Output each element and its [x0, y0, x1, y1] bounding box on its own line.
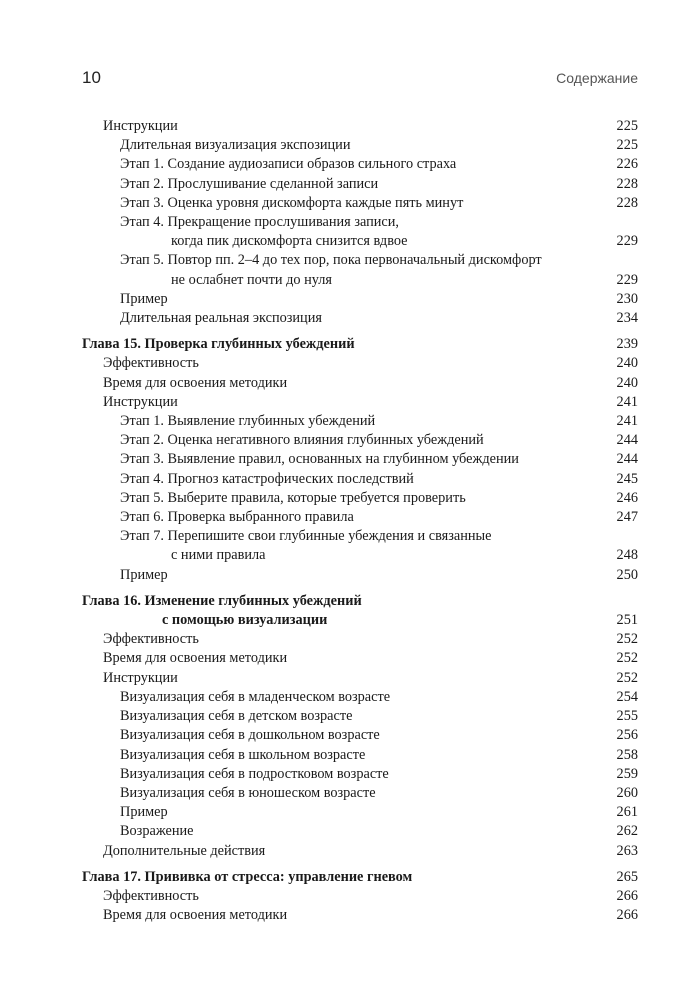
toc-entry [82, 707, 638, 726]
toc-chapter-entry [82, 868, 638, 887]
toc-entry-title [82, 354, 598, 373]
toc-entry-line: Этап 5. Повтор пп. 2–4 до тех пор, пока первоначальный дискомфорт [120, 252, 542, 269]
toc-page-number: 261 [616, 804, 638, 821]
toc-entry-title [82, 309, 598, 328]
toc-entry [82, 688, 638, 707]
toc-entry-line: Этап 6. Проверка выбранного правила [120, 509, 354, 526]
toc-entry [82, 155, 638, 174]
toc-page-number: 239 [616, 336, 638, 353]
toc-page-number: 225 [616, 118, 638, 134]
toc-entry-line: Этап 2. Оценка негативного влияния глубинных убеждений [120, 432, 484, 449]
toc-entry-line: Этап 2. Прослушивание сделанной записи [120, 175, 379, 192]
toc-entry [82, 630, 638, 649]
toc-page-number: 250 [616, 566, 638, 583]
toc-entry-title [82, 630, 598, 649]
toc-entry [82, 374, 638, 393]
toc-page-number: 241 [616, 393, 638, 410]
toc-entry [82, 412, 638, 431]
toc-page-number: 263 [616, 842, 638, 859]
toc-entry-line: Визуализация себя в подростковом возрасте [120, 765, 389, 782]
toc-page-number: 251 [616, 612, 638, 629]
toc-page-number: 225 [616, 137, 638, 154]
toc-entry [82, 508, 638, 527]
toc-entry-title [82, 489, 598, 508]
toc-entry [82, 803, 638, 822]
toc-entry-title [82, 726, 598, 745]
toc-entry [82, 251, 638, 289]
toc-entry-title [82, 374, 598, 393]
toc-entry-line: Глава 15. Проверка глубинных убеждений [82, 336, 355, 353]
toc-entry-title [82, 175, 598, 194]
toc-entry [82, 470, 638, 489]
toc-entry-title [82, 335, 598, 354]
toc-entry-title [82, 566, 598, 585]
toc-entry [82, 354, 638, 373]
toc-entry-line: Визуализация себя в юношеском возрасте [120, 784, 376, 801]
toc-page-number: 262 [616, 823, 638, 840]
toc-entry-line: Эффективность [103, 355, 199, 372]
page-header [82, 68, 638, 88]
toc-entry [82, 784, 638, 803]
toc-page-number: 228 [616, 175, 638, 192]
toc-page-number: 229 [616, 271, 638, 288]
page-number: 10 [82, 68, 101, 87]
toc-entry-line: Длительная визуализация экспозиции [120, 137, 351, 154]
toc-entry-line: с помощью визуализации [162, 612, 328, 629]
toc-entry-title [82, 765, 598, 784]
toc-page-number: 230 [616, 290, 638, 307]
toc-page-number: 252 [616, 650, 638, 667]
toc-entry [82, 136, 638, 155]
toc-page-number: 252 [616, 669, 638, 686]
toc-entry-title [82, 592, 598, 630]
toc-entry [82, 194, 638, 213]
toc-entry-title [82, 649, 598, 668]
toc-entry [82, 117, 638, 136]
toc-entry [82, 842, 638, 861]
toc-page-number: 259 [616, 765, 638, 782]
toc-page-number: 246 [616, 489, 638, 506]
toc-entry-line: Пример [120, 290, 168, 307]
toc-entry-line: Этап 3. Оценка уровня дискомфорта каждые пять минут [120, 194, 464, 211]
toc-entry-line: Время для освоения методики [103, 650, 288, 667]
toc-entry-line: когда пик дискомфорта снизится вдвое [171, 233, 408, 250]
toc-page-number: 240 [616, 374, 638, 391]
toc-entry-title [82, 868, 598, 887]
toc-entry-line: Этап 1. Создание аудиозаписи образов сильного страха [120, 156, 457, 173]
toc-entry-line: Время для освоения методики [103, 374, 288, 391]
toc-page-number: 241 [616, 413, 638, 430]
toc-entry-line: Этап 7. Перепишите свои глубинные убеждения и связанные [120, 528, 492, 545]
toc-page-number: 260 [616, 784, 638, 801]
toc-entry [82, 726, 638, 745]
toc-entry-line: Инструкции [103, 669, 178, 686]
toc-page-number: 245 [616, 470, 638, 487]
toc-entry-line: Возражение [120, 823, 194, 840]
toc-entry-title [82, 688, 598, 707]
toc-entry-title [82, 527, 598, 565]
toc-entry-line: Визуализация себя в детском возрасте [120, 708, 353, 725]
toc-chapter-entry [82, 335, 638, 354]
toc-entry-title [82, 887, 598, 906]
toc-entry-title [82, 450, 598, 469]
toc-entry [82, 309, 638, 328]
toc-entry-title [82, 842, 598, 861]
toc-entry-title [82, 431, 598, 450]
table-of-contents [82, 117, 638, 925]
toc-page-number: 244 [616, 432, 638, 449]
toc-entry-title [82, 213, 598, 251]
toc-entry-title [82, 251, 598, 289]
toc-entry-title [82, 669, 598, 688]
toc-entry [82, 431, 638, 450]
toc-page-number: 248 [616, 547, 638, 564]
toc-page-number: 240 [616, 355, 638, 372]
toc-entry-title [82, 746, 598, 765]
toc-entry-title [82, 393, 598, 412]
toc-entry-line: Визуализация себя в дошкольном возрасте [120, 727, 380, 744]
toc-page-number: 256 [616, 727, 638, 744]
toc-entry-line: Дополнительные действия [103, 842, 266, 859]
running-head: Содержание [556, 70, 638, 86]
toc-entry-line: Визуализация себя в школьном возрасте [120, 746, 366, 763]
toc-entry [82, 822, 638, 841]
toc-entry-title [82, 906, 598, 925]
toc-entry-title [82, 412, 598, 431]
toc-entry-line: Глава 16. Изменение глубинных убеждений [82, 592, 362, 609]
toc-entry [82, 393, 638, 412]
toc-entry-line: Этап 4. Прекращение прослушивания записи, [120, 214, 400, 231]
toc-entry-line: Время для освоения методики [103, 907, 288, 924]
toc-entry [82, 906, 638, 925]
toc-entry-title [82, 470, 598, 489]
toc-page-number: 247 [616, 509, 638, 526]
toc-entry [82, 527, 638, 565]
toc-entry [82, 669, 638, 688]
toc-entry-line: Пример [120, 566, 168, 583]
toc-entry [82, 887, 638, 906]
toc-entry-line: Этап 3. Выявление правил, основанных на глубинном убеждении [120, 451, 519, 468]
toc-page-number: 255 [616, 708, 638, 725]
toc-entry-line: Пример [120, 804, 168, 821]
toc-page-number: 252 [616, 631, 638, 648]
toc-entry-line: с ними правила [171, 547, 266, 564]
toc-entry [82, 746, 638, 765]
toc-entry-line: Этап 4. Прогноз катастрофических последствий [120, 470, 414, 487]
toc-entry-line: Глава 17. Прививка от стресса: управление гневом [82, 868, 413, 885]
toc-entry-title [82, 194, 598, 213]
toc-page-number: 244 [616, 451, 638, 468]
toc-entry-title [82, 822, 598, 841]
toc-entry [82, 649, 638, 668]
toc-entry [82, 765, 638, 784]
toc-entry [82, 489, 638, 508]
toc-entry-line: Инструкции [103, 118, 178, 134]
toc-entry-title [82, 290, 598, 309]
toc-page-number: 229 [616, 233, 638, 250]
toc-entry-line: Этап 1. Выявление глубинных убеждений [120, 413, 376, 430]
toc-page-number: 226 [616, 156, 638, 173]
toc-page-number: 228 [616, 194, 638, 211]
toc-entry [82, 213, 638, 251]
toc-entry-line: Инструкции [103, 393, 178, 410]
toc-page-number: 258 [616, 746, 638, 763]
toc-entry-title [82, 803, 598, 822]
toc-entry-title [82, 707, 598, 726]
toc-entry-line: Эффективность [103, 887, 199, 904]
toc-entry-title [82, 136, 598, 155]
toc-page-number: 266 [616, 887, 638, 904]
toc-page-number: 234 [616, 310, 638, 327]
toc-entry-line: Эффективность [103, 631, 199, 648]
toc-entry-title [82, 508, 598, 527]
toc-entry-line: Длительная реальная экспозиция [120, 310, 322, 327]
toc-page-number: 266 [616, 907, 638, 924]
toc-entry-title [82, 155, 598, 174]
toc-entry-title [82, 784, 598, 803]
toc-entry-line: не ослабнет почти до нуля [171, 271, 332, 288]
toc-entry [82, 290, 638, 309]
toc-page-number: 254 [616, 688, 638, 705]
toc-entry [82, 450, 638, 469]
toc-entry-title [82, 117, 598, 136]
toc-entry-line: Этап 5. Выберите правила, которые требуется проверить [120, 489, 466, 506]
toc-entry [82, 566, 638, 585]
toc-entry [82, 175, 638, 194]
toc-entry-line: Визуализация себя в младенческом возрасте [120, 688, 391, 705]
toc-page-number: 265 [616, 868, 638, 885]
toc-chapter-entry [82, 592, 638, 630]
